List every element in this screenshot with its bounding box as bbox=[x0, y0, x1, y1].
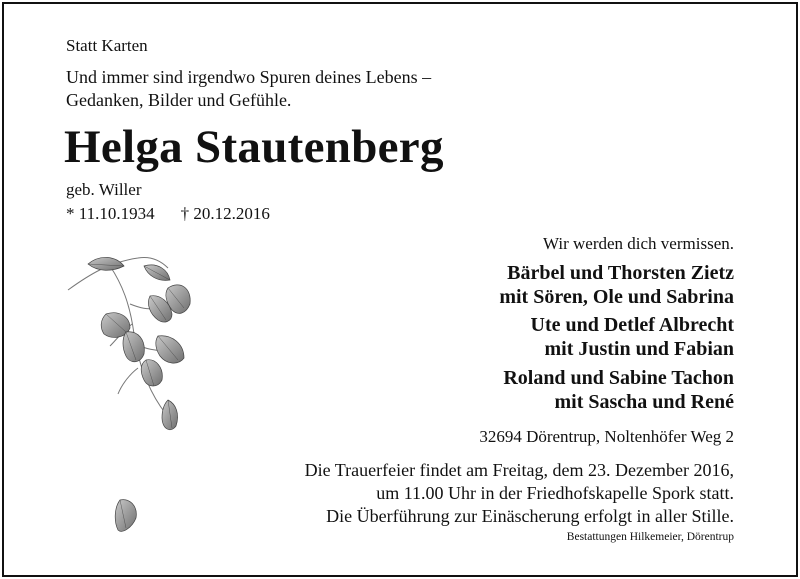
family-line: Roland und Sabine Tachon bbox=[503, 367, 734, 389]
address: 32694 Dörentrup, Noltenhöfer Weg 2 bbox=[479, 427, 734, 446]
ceremony-info bbox=[305, 459, 734, 528]
death-date: † 20.12.2016 bbox=[180, 204, 270, 223]
leaf bbox=[162, 400, 178, 430]
family-line: mit Sascha und René bbox=[554, 391, 734, 413]
life-dates bbox=[66, 204, 270, 224]
family-line: Bärbel und Thorsten Zietz bbox=[507, 262, 734, 284]
leaf bbox=[88, 257, 124, 270]
undertaker: Bestattungen Hilkemeier, Dörentrup bbox=[566, 531, 734, 543]
leaf bbox=[141, 360, 162, 386]
family-line: mit Sören, Ole und Sabrina bbox=[499, 286, 734, 308]
quote-line: Und immer sind irgendwo Spuren deines Lebens – bbox=[66, 67, 432, 87]
family-block bbox=[499, 261, 734, 309]
maiden-name: geb. Willer bbox=[66, 180, 142, 199]
family-line: mit Justin und Fabian bbox=[544, 338, 734, 360]
family-block bbox=[503, 366, 734, 414]
ceremony-line: Die Überführung zur Einäscherung erfolgt in aller Stille. bbox=[326, 506, 734, 526]
leaf bbox=[156, 336, 184, 363]
quote-line: Gedanken, Bilder und Gefühle. bbox=[66, 90, 292, 110]
deceased-name: Helga Stautenberg bbox=[64, 121, 444, 173]
memorial-quote bbox=[66, 66, 431, 112]
family-line: Ute und Detlef Albrecht bbox=[530, 314, 734, 336]
birth-date: * 11.10.1934 bbox=[66, 204, 155, 223]
ceremony-line: Die Trauerfeier findet am Freitag, dem 23. Dezember 2016, bbox=[304, 460, 734, 480]
farewell-text: Wir werden dich vermissen. bbox=[543, 234, 734, 253]
leaf bbox=[123, 332, 144, 362]
birch-branch-icon bbox=[60, 244, 200, 544]
header-text: Statt Karten bbox=[66, 36, 148, 55]
ceremony-line: um 11.00 Uhr in der Friedhofskapelle Spork statt. bbox=[376, 483, 734, 503]
family-block bbox=[531, 313, 735, 361]
